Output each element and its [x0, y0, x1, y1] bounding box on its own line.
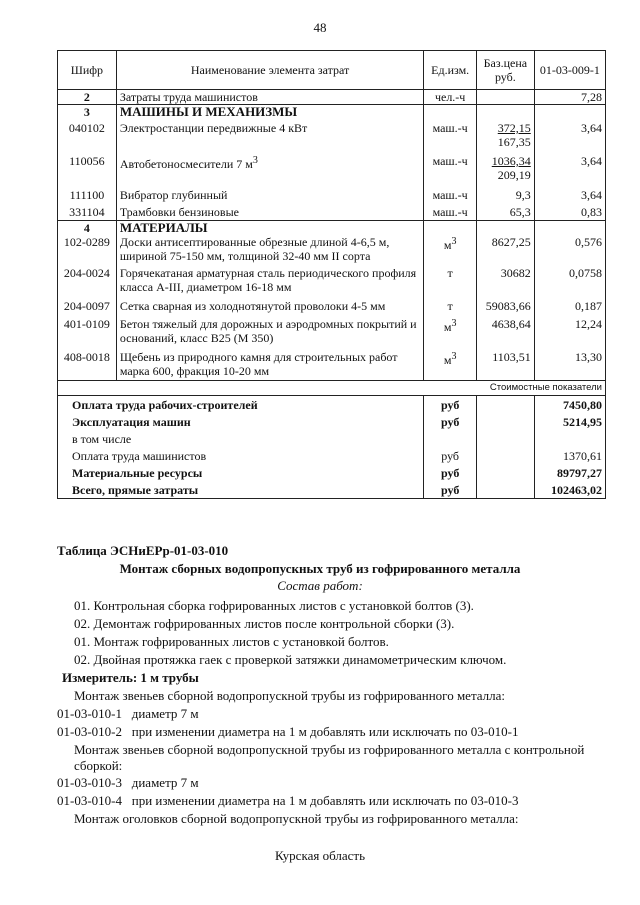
- header-name: Наименование элемента затрат: [116, 51, 424, 90]
- resource-table: [57, 50, 606, 499]
- group-heading-cont: сборкой:: [74, 758, 123, 773]
- cost-header-row: [58, 381, 606, 396]
- norm-item: 01-03-010-2 при изменении диаметра на 1 м добавлять или исключать по 03-010-1: [57, 724, 519, 739]
- machine-row: 111100 Вибратор глубинный маш.-ч 9,3 3,64: [58, 182, 606, 202]
- meter: Измеритель: 1 м трубы: [62, 670, 199, 685]
- cost-indicators-label: Стоимостные показатели: [58, 381, 606, 396]
- total-row: Материальные ресурсы руб 89797,27: [58, 464, 606, 481]
- labor-row: 2 Затраты труда машинистов чел.-ч 7,28: [58, 90, 606, 105]
- header-price: Баз.цена руб.: [476, 51, 534, 90]
- materials-section-row: 4 МАТЕРИАЛЫ: [58, 221, 606, 236]
- table-title: Таблица ЭСНиЕРр-01-03-010: [57, 543, 229, 558]
- material-row: 204-0024 Горячекатаная арматурная сталь периодического профиля класса А-III, диаметром 16-18 мм т 30682 0,0758: [58, 263, 606, 294]
- group-heading: Монтаж звеньев сборной водопропускной трубы из гофрированного металла:: [74, 688, 506, 703]
- machine-row: 331104 Трамбовки бензиновые маш.-ч 65,3 0,83: [58, 202, 606, 221]
- works-title: Состав работ:: [277, 578, 363, 593]
- machine-row: 040102 Электростанции передвижные 4 кВт маш.-ч 372,15 167,35 3,64: [58, 119, 606, 149]
- header-code: Шифр: [58, 51, 117, 90]
- total-row: в том числе: [58, 430, 606, 447]
- page-number: 48: [313, 20, 327, 35]
- footer-region: Курская область: [274, 848, 365, 863]
- work-item: 02. Двойная протяжка гаек с проверкой затяжки динамометрическим ключом.: [74, 652, 507, 667]
- norm-item: 01-03-010-3 диаметр 7 м: [57, 775, 199, 790]
- work-item: 02. Демонтаж гофрированных листов после контрольной сборки (3).: [74, 616, 455, 631]
- total-row: Эксплуатация машин руб 5214,95: [58, 413, 606, 430]
- group-heading: Монтаж звеньев сборной водопропускной трубы из гофрированного металла с контрольной: [74, 742, 585, 757]
- table-header-row: [58, 51, 606, 90]
- material-row: 204-0097 Сетка сварная из холоднотянутой проволоки 4-5 мм т 59083,66 0,187: [58, 294, 606, 313]
- norm-item: 01-03-010-1 диаметр 7 м: [57, 706, 199, 721]
- section-title: Монтаж сборных водопропускных труб из гофрированного металла: [119, 561, 521, 576]
- group-heading: Монтаж оголовков сборной водопропускной трубы из гофрированного металла:: [74, 811, 519, 826]
- total-row: Всего, прямые затраты руб 102463,02: [58, 481, 606, 499]
- total-row: Оплата труда машинистов руб 1370,61: [58, 447, 606, 464]
- material-row: 102-0289 Доски антисептированные обрезные длиной 4-6,5 м, шириной 75-150 мм, толщиной 32-40 мм II сорта $м^3$ 8627,25 0,576: [58, 235, 606, 263]
- machines-section-row: 3 МАШИНЫ И МЕХАНИЗМЫ: [58, 105, 606, 120]
- header-unit: Ед.изм.: [424, 51, 477, 90]
- norm-item: 01-03-010-4 при изменении диаметра на 1 м добавлять или исключать по 03-010-3: [57, 793, 519, 808]
- material-row: 408-0018 Щебень из природного камня для строительных работ марка 600, фракция 10-20 мм $м^3$ 1103,51 13,30: [58, 345, 606, 381]
- material-row: 401-0109 Бетон тяжелый для дорожных и аэродромных покрытий и оснований, класс В25 (М 350) $м^3$ 4638,64 12,24: [58, 313, 606, 345]
- machine-row: 110056 Автобетоносмесители 7 $м^3$ маш.-ч 1036,34 209,19 3,64: [58, 149, 606, 182]
- work-item: 01. Контрольная сборка гофрированных листов с установкой болтов (3).: [74, 598, 474, 613]
- header-value: 01-03-009-1: [534, 51, 605, 90]
- total-row: Оплата труда рабочих-строителей руб 7450,80: [58, 396, 606, 414]
- work-item: 01. Монтаж гофрированных листов с установкой болтов.: [74, 634, 389, 649]
